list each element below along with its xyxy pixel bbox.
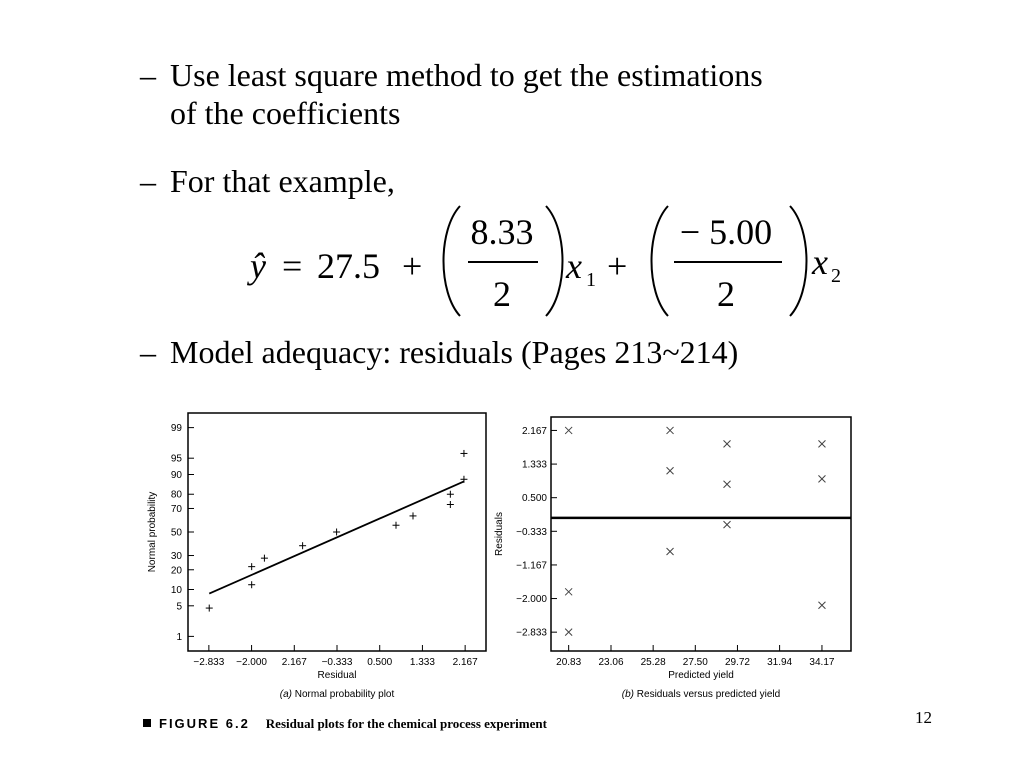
plus-marker	[248, 581, 255, 588]
y-tick-label: −2.833	[516, 627, 547, 639]
x-tick-label: 31.94	[767, 657, 793, 668]
plus-marker	[333, 529, 340, 536]
bullet-text: For that example,	[170, 163, 395, 199]
eq-numerator-1: 8.33	[470, 212, 534, 252]
normal-probability-plot	[140, 405, 490, 705]
eq-intercept: 27.5	[317, 246, 380, 286]
y-tick-label: 50	[170, 527, 182, 539]
x-tick-label: 1.333	[409, 657, 435, 668]
plus-marker	[206, 605, 213, 612]
eq-plus-2: +	[607, 246, 628, 286]
right-paren-1	[546, 206, 563, 316]
y-tick-label: −1.167	[516, 560, 547, 572]
y-tick-label: 1.333	[521, 459, 547, 471]
y-tick-label: 0.500	[521, 493, 547, 505]
x-tick-label: 25.28	[640, 657, 666, 668]
eq-variable-2: x	[812, 242, 828, 282]
plus-marker	[248, 563, 255, 570]
eq-subscript-2: 2	[831, 265, 841, 287]
caption-square-icon	[143, 719, 151, 727]
eq-plus-1: +	[402, 246, 423, 286]
page-number: 12	[915, 708, 932, 727]
bullet-dash: –	[140, 163, 156, 199]
y-axis-ticks	[171, 423, 194, 643]
bullet-text-continued: of the coefficients	[170, 94, 401, 131]
eq-denominator-1: 2	[493, 274, 511, 314]
eq-subscript-1: 1	[586, 269, 596, 291]
y-tick-label: 5	[176, 601, 182, 613]
x-tick-label: −2.833	[193, 657, 225, 668]
bullet-dash: –	[140, 57, 156, 93]
cross-marker	[724, 481, 731, 488]
y-tick-label: 30	[170, 551, 182, 563]
residuals-vs-predicted-plot	[490, 405, 860, 705]
eq-numerator-2: − 5.00	[679, 212, 773, 252]
cross-marker	[818, 440, 825, 447]
bullet-example	[140, 163, 395, 201]
y-tick-label: 2.167	[521, 425, 547, 437]
left-paren-2	[652, 206, 669, 316]
eq-lhs: ŷ	[250, 246, 266, 286]
plus-marker	[261, 555, 268, 562]
cross-marker	[667, 467, 674, 474]
y-tick-label: 20	[170, 565, 182, 577]
x-tick-label: 0.500	[367, 657, 393, 668]
y-tick-label: −0.333	[516, 526, 547, 538]
eq-denominator-2: 2	[717, 274, 735, 314]
eq-variable-1: x	[566, 246, 582, 286]
x-tick-label: 34.17	[809, 657, 835, 668]
x-tick-label: 29.72	[724, 657, 750, 668]
caption-letter: (a)	[279, 689, 292, 700]
eq-equals: =	[282, 246, 303, 286]
x-tick-label: −0.333	[321, 657, 353, 668]
plus-marker	[447, 501, 454, 508]
x-axis-ticks	[193, 645, 478, 668]
caption-text: Normal probability plot	[291, 689, 395, 700]
cross-marker	[667, 427, 674, 434]
y-tick-label: 80	[170, 489, 182, 501]
x-tick-label: 23.06	[598, 657, 624, 668]
cross-marker	[724, 440, 731, 447]
y-tick-label: 70	[170, 503, 182, 515]
plus-marker	[410, 512, 417, 519]
regression-equation	[240, 200, 860, 325]
left-paren-1	[444, 206, 461, 316]
plot-frame	[551, 417, 851, 651]
cross-marker	[565, 629, 572, 636]
x-tick-label: −2.000	[236, 657, 268, 668]
caption-letter: (b)	[621, 689, 635, 700]
cross-marker	[565, 588, 572, 595]
plus-marker	[299, 542, 306, 549]
bullet-text: Use least square method to get the estimations	[170, 57, 763, 93]
cross-marker	[818, 475, 825, 482]
plus-marker	[392, 522, 399, 529]
x-axis-ticks	[556, 645, 835, 668]
x-tick-label: 27.50	[682, 657, 708, 668]
plus-marker	[447, 491, 454, 498]
figure-label: FIGURE 6.2	[159, 716, 250, 731]
bullet-model-adequacy	[140, 334, 738, 372]
x-axis-label: Residual	[317, 670, 357, 681]
cross-marker	[667, 548, 674, 555]
bullet-dash: –	[140, 334, 156, 370]
figure-caption	[143, 716, 547, 733]
fitted-line	[209, 481, 464, 593]
bullet-text: Model adequacy: residuals (Pages 213~214)	[170, 334, 739, 370]
plus-marker	[460, 450, 467, 457]
plot-caption	[280, 689, 395, 700]
y-tick-label: −2.000	[516, 594, 547, 606]
caption-text: Residuals versus predicted yield	[634, 689, 781, 700]
y-tick-label: 1	[176, 631, 182, 643]
y-tick-label: 10	[170, 585, 182, 597]
y-axis-label: Normal probability	[147, 491, 158, 573]
x-tick-label: 20.83	[556, 657, 582, 668]
y-tick-label: 95	[170, 453, 182, 465]
right-paren-2	[790, 206, 807, 316]
y-tick-label: 99	[170, 423, 182, 435]
plot-caption	[622, 689, 780, 700]
figure-caption-text: Residual plots for the chemical process experiment	[265, 716, 547, 731]
bullet-least-squares	[140, 57, 763, 133]
y-axis-label: Residuals	[494, 512, 505, 556]
data-points	[551, 427, 851, 636]
cross-marker	[565, 427, 572, 434]
y-tick-label: 90	[170, 469, 182, 481]
cross-marker	[724, 521, 731, 528]
cross-marker	[818, 602, 825, 609]
data-points	[206, 450, 468, 612]
x-tick-label: 2.167	[452, 657, 478, 668]
x-tick-label: 2.167	[281, 657, 307, 668]
x-axis-label: Predicted yield	[668, 670, 734, 681]
